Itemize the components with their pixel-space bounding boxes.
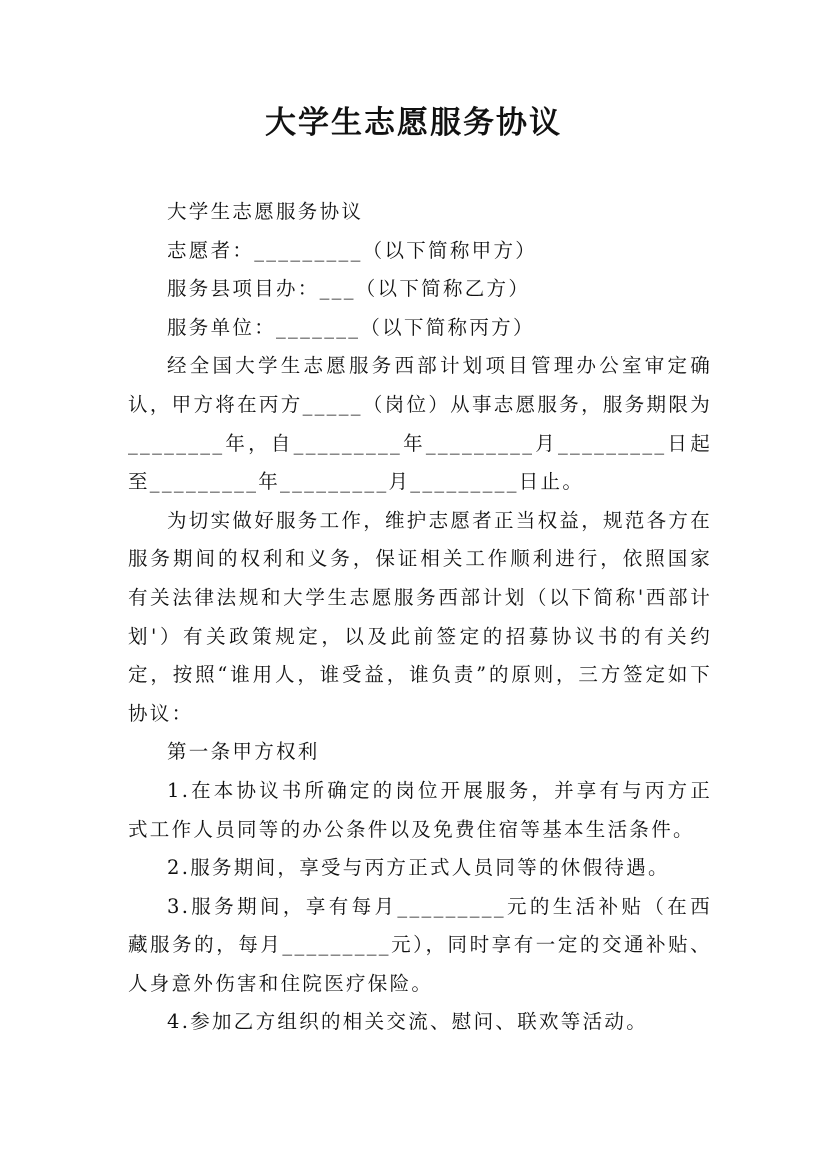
paragraph-party-b: 服务县项目办：___（以下简称乙方） [167, 277, 531, 301]
paragraph-service-term: 经全国大学生志愿服务西部计划项目管理办公室审定确认，甲方将在丙方_____（岗位）从事志愿服务，服务期限为________年，自_________年_________月_________日起至_________年_________月_________日止。 [128, 354, 712, 494]
clause-1: 1.在本协议书所确定的岗位开展服务，并享有与丙方正式工作人员同等的办公条件以及免费住宿等基本生活条件。 [128, 778, 712, 841]
clause-4: 4.参加乙方组织的相关交流、慰问、联欢等活动。 [167, 1010, 649, 1034]
paragraph-party-a: 志愿者：_________（以下简称甲方） [167, 238, 538, 262]
document-title: 大学生志愿服务协议 [265, 105, 562, 141]
document-body [128, 193, 712, 1042]
clause-3: 3.服务期间，享有每月_________元的生活补贴（在西藏服务的，每月_________元），同时享有一定的交通补贴、人身意外伤害和住院医疗保险。 [128, 894, 712, 995]
paragraph-subtitle: 大学生志愿服务协议 [167, 200, 364, 223]
paragraph-party-c: 服务单位：_______（以下简称丙方） [167, 315, 535, 339]
article-heading: 第一条甲方权利 [167, 740, 320, 764]
clause-2: 2.服务期间，享受与丙方正式人员同等的休假待遇。 [167, 856, 670, 880]
paragraph-purpose: 为切实做好服务工作，维护志愿者正当权益，规范各方在服务期间的权利和义务，保证相关工作顺利进行，依照国家有关法律法规和大学生志愿服务西部计划（以下简称'西部计划'）有关政策规定，以及此前签定的招募协议书的有关约定，按照“谁用人，谁受益，谁负责”的原则，三方签定如下协议： [128, 508, 713, 725]
